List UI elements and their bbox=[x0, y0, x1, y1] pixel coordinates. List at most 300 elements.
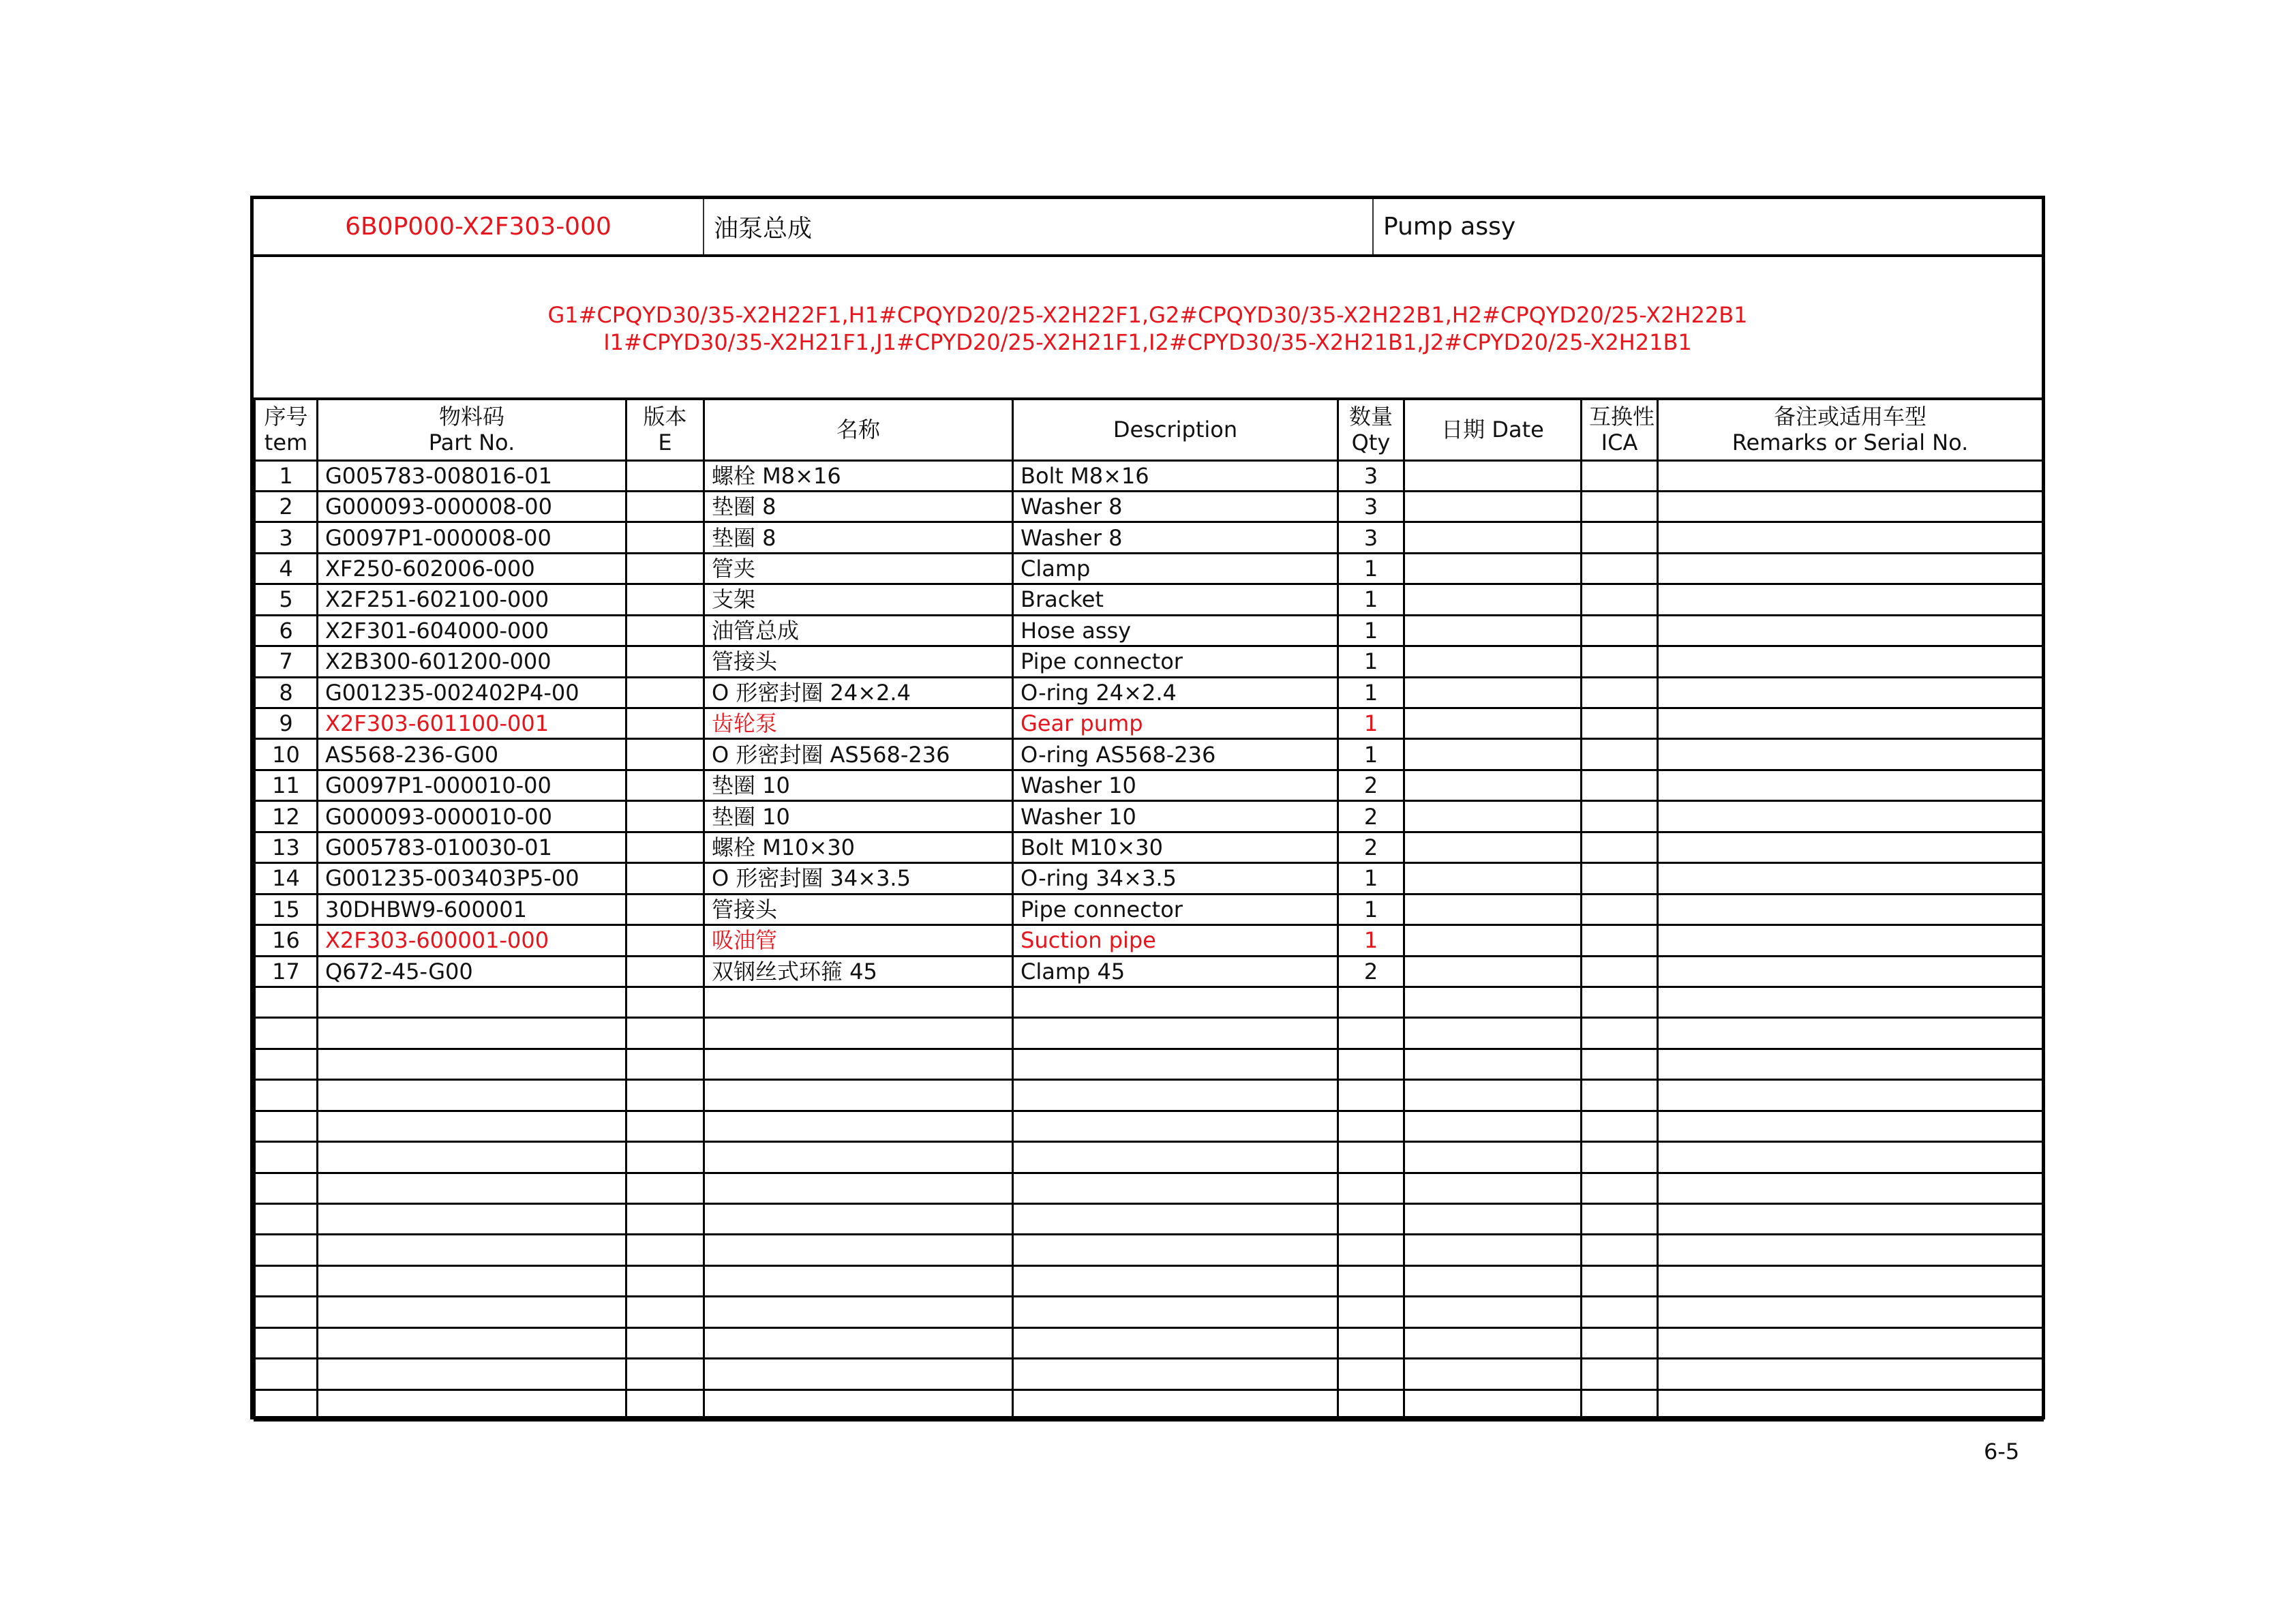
empty-cell bbox=[704, 1018, 1013, 1049]
empty-cell bbox=[626, 1297, 704, 1327]
cell-name-cn: 齿轮泵 bbox=[704, 708, 1013, 739]
cell-part-no: X2F301-604000-000 bbox=[318, 615, 626, 646]
empty-cell bbox=[255, 1111, 318, 1141]
empty-cell bbox=[318, 987, 626, 1017]
cell-qty: 1 bbox=[1338, 863, 1404, 894]
cell-date bbox=[1404, 925, 1582, 956]
empty-cell bbox=[318, 1018, 626, 1049]
empty-cell bbox=[704, 1080, 1013, 1111]
empty-table-row bbox=[255, 1265, 2043, 1296]
cell-ica bbox=[1582, 770, 1658, 800]
column-header-date: 日期 Date bbox=[1404, 399, 1582, 460]
empty-table-row bbox=[255, 1018, 2043, 1049]
cell-remarks bbox=[1658, 832, 2043, 862]
cell-qty: 1 bbox=[1338, 584, 1404, 615]
empty-cell bbox=[1582, 1297, 1658, 1327]
applicable-models-line: I1#CPYD30/35-X2H21F1,J1#CPYD20/25-X2H21F1,I2#CPYD30/35-X2H21B1,J2#CPYD20/25-X2H21B1 bbox=[603, 329, 1692, 355]
empty-cell bbox=[1404, 1111, 1582, 1141]
cell-name-cn: 螺栓 M10×30 bbox=[704, 832, 1013, 862]
empty-cell bbox=[1582, 1389, 1658, 1420]
column-header-name-cn: 名称 bbox=[704, 399, 1013, 460]
table-row bbox=[255, 832, 2043, 862]
empty-cell bbox=[255, 1265, 318, 1296]
empty-cell bbox=[1404, 1327, 1582, 1358]
empty-cell bbox=[1658, 1204, 2043, 1235]
empty-table-row bbox=[255, 1297, 2043, 1327]
empty-cell bbox=[255, 1359, 318, 1389]
empty-cell bbox=[1338, 1142, 1404, 1173]
cell-ica bbox=[1582, 801, 1658, 832]
table-row bbox=[255, 863, 2043, 894]
cell-part-no: G0097P1-000008-00 bbox=[318, 522, 626, 553]
empty-cell bbox=[1338, 1018, 1404, 1049]
empty-table-row bbox=[255, 1389, 2043, 1420]
empty-cell bbox=[318, 1327, 626, 1358]
cell-description: Bolt M10×30 bbox=[1013, 832, 1338, 862]
cell-qty: 3 bbox=[1338, 460, 1404, 491]
cell-date bbox=[1404, 553, 1582, 584]
empty-cell bbox=[1013, 1080, 1338, 1111]
cell-date bbox=[1404, 491, 1582, 522]
cell-ica bbox=[1582, 646, 1658, 677]
table-row bbox=[255, 708, 2043, 739]
cell-part-no: X2F251-602100-000 bbox=[318, 584, 626, 615]
empty-cell bbox=[1404, 1018, 1582, 1049]
empty-cell bbox=[318, 1142, 626, 1173]
empty-cell bbox=[704, 1297, 1013, 1327]
cell-item: 2 bbox=[255, 491, 318, 522]
cell-version bbox=[626, 863, 704, 894]
cell-ica bbox=[1582, 708, 1658, 739]
empty-cell bbox=[318, 1173, 626, 1203]
empty-cell bbox=[1582, 1235, 1658, 1265]
cell-ica bbox=[1582, 832, 1658, 862]
empty-cell bbox=[1404, 1173, 1582, 1203]
cell-date bbox=[1404, 863, 1582, 894]
cell-date bbox=[1404, 956, 1582, 987]
empty-cell bbox=[1013, 1327, 1338, 1358]
cell-date bbox=[1404, 646, 1582, 677]
cell-item: 16 bbox=[255, 925, 318, 956]
cell-description: Washer 10 bbox=[1013, 801, 1338, 832]
empty-cell bbox=[1658, 1327, 2043, 1358]
cell-description: Washer 8 bbox=[1013, 522, 1338, 553]
cell-qty: 1 bbox=[1338, 646, 1404, 677]
cell-ica bbox=[1582, 460, 1658, 491]
cell-remarks bbox=[1658, 894, 2043, 924]
empty-cell bbox=[255, 1018, 318, 1049]
empty-cell bbox=[255, 1389, 318, 1420]
empty-cell bbox=[318, 1235, 626, 1265]
table-row bbox=[255, 739, 2043, 770]
empty-cell bbox=[1404, 1297, 1582, 1327]
empty-cell bbox=[1338, 1049, 1404, 1079]
empty-cell bbox=[255, 1173, 318, 1203]
empty-cell bbox=[318, 1297, 626, 1327]
cell-description: Washer 10 bbox=[1013, 770, 1338, 800]
column-header-qty: 数量 Qty bbox=[1338, 399, 1404, 460]
cell-description: Washer 8 bbox=[1013, 491, 1338, 522]
cell-remarks bbox=[1658, 863, 2043, 894]
empty-table-row bbox=[255, 1235, 2043, 1265]
cell-version bbox=[626, 584, 704, 615]
cell-part-no: G001235-003403P5-00 bbox=[318, 863, 626, 894]
cell-version bbox=[626, 739, 704, 770]
cell-part-no: G000093-000008-00 bbox=[318, 491, 626, 522]
cell-ica bbox=[1582, 553, 1658, 584]
empty-cell bbox=[1013, 1018, 1338, 1049]
empty-cell bbox=[1404, 1359, 1582, 1389]
cell-date bbox=[1404, 801, 1582, 832]
table-row bbox=[255, 553, 2043, 584]
page-number: 6-5 bbox=[1984, 1439, 2020, 1464]
empty-cell bbox=[1404, 987, 1582, 1017]
cell-part-no: AS568-236-G00 bbox=[318, 739, 626, 770]
cell-qty: 1 bbox=[1338, 677, 1404, 708]
cell-date bbox=[1404, 460, 1582, 491]
empty-cell bbox=[626, 1389, 704, 1420]
empty-cell bbox=[1338, 1080, 1404, 1111]
empty-cell bbox=[1658, 987, 2043, 1017]
empty-cell bbox=[1404, 1204, 1582, 1235]
empty-cell bbox=[1658, 1359, 2043, 1389]
empty-table-row bbox=[255, 1142, 2043, 1173]
cell-qty: 3 bbox=[1338, 491, 1404, 522]
empty-cell bbox=[1013, 1389, 1338, 1420]
cell-ica bbox=[1582, 584, 1658, 615]
cell-part-no: G001235-002402P4-00 bbox=[318, 677, 626, 708]
empty-cell bbox=[1013, 1235, 1338, 1265]
empty-cell bbox=[255, 1049, 318, 1079]
empty-cell bbox=[1582, 1111, 1658, 1141]
empty-cell bbox=[1658, 1049, 2043, 1079]
empty-cell bbox=[704, 1235, 1013, 1265]
cell-date bbox=[1404, 584, 1582, 615]
cell-item: 12 bbox=[255, 801, 318, 832]
empty-cell bbox=[1582, 1173, 1658, 1203]
empty-cell bbox=[704, 1265, 1013, 1296]
cell-remarks bbox=[1658, 925, 2043, 956]
cell-name-cn: O 形密封圈 AS568-236 bbox=[704, 739, 1013, 770]
cell-qty: 1 bbox=[1338, 553, 1404, 584]
cell-qty: 1 bbox=[1338, 739, 1404, 770]
cell-part-no: G0097P1-000010-00 bbox=[318, 770, 626, 800]
empty-table-row bbox=[255, 1359, 2043, 1389]
cell-description: Hose assy bbox=[1013, 615, 1338, 646]
empty-cell bbox=[704, 1173, 1013, 1203]
empty-cell bbox=[1658, 1142, 2043, 1173]
cell-ica bbox=[1582, 894, 1658, 924]
column-header-part-no: 物料码 Part No. bbox=[318, 399, 626, 460]
assembly-title-row bbox=[254, 199, 2042, 257]
empty-cell bbox=[1582, 1049, 1658, 1079]
empty-cell bbox=[1338, 987, 1404, 1017]
cell-description: Bracket bbox=[1013, 584, 1338, 615]
empty-cell bbox=[704, 1359, 1013, 1389]
cell-part-no: X2F303-601100-001 bbox=[318, 708, 626, 739]
empty-cell bbox=[1338, 1327, 1404, 1358]
empty-cell bbox=[1658, 1297, 2043, 1327]
cell-version bbox=[626, 491, 704, 522]
empty-cell bbox=[318, 1204, 626, 1235]
table-row bbox=[255, 770, 2043, 800]
cell-ica bbox=[1582, 491, 1658, 522]
cell-remarks bbox=[1658, 956, 2043, 987]
cell-item: 8 bbox=[255, 677, 318, 708]
cell-description: Pipe connector bbox=[1013, 646, 1338, 677]
applicable-models-line: G1#CPQYD30/35-X2H22F1,H1#CPQYD20/25-X2H22F1,G2#CPQYD30/35-X2H22B1,H2#CPQYD20/25-X2H22B1 bbox=[547, 302, 1748, 328]
table-row bbox=[255, 894, 2043, 924]
table-row bbox=[255, 956, 2043, 987]
empty-cell bbox=[318, 1389, 626, 1420]
cell-version bbox=[626, 832, 704, 862]
empty-cell bbox=[704, 1111, 1013, 1141]
empty-cell bbox=[704, 987, 1013, 1017]
cell-remarks bbox=[1658, 739, 2043, 770]
empty-cell bbox=[1404, 1265, 1582, 1296]
cell-item: 9 bbox=[255, 708, 318, 739]
cell-remarks bbox=[1658, 677, 2043, 708]
cell-name-cn: 油管总成 bbox=[704, 615, 1013, 646]
empty-cell bbox=[1013, 1111, 1338, 1141]
empty-cell bbox=[1338, 1111, 1404, 1141]
empty-cell bbox=[1582, 987, 1658, 1017]
empty-cell bbox=[1338, 1359, 1404, 1389]
column-header-description: Description bbox=[1013, 399, 1338, 460]
empty-cell bbox=[704, 1204, 1013, 1235]
empty-cell bbox=[1404, 1049, 1582, 1079]
table-row bbox=[255, 677, 2043, 708]
cell-description: Suction pipe bbox=[1013, 925, 1338, 956]
cell-name-cn: O 形密封圈 34×3.5 bbox=[704, 863, 1013, 894]
cell-remarks bbox=[1658, 522, 2043, 553]
empty-cell bbox=[626, 1142, 704, 1173]
cell-remarks bbox=[1658, 491, 2043, 522]
empty-table-row bbox=[255, 1080, 2043, 1111]
empty-cell bbox=[704, 1049, 1013, 1079]
cell-name-cn: 螺栓 M8×16 bbox=[704, 460, 1013, 491]
empty-table-row bbox=[255, 1327, 2043, 1358]
cell-version bbox=[626, 925, 704, 956]
column-header-version: 版本 E bbox=[626, 399, 704, 460]
empty-cell bbox=[318, 1080, 626, 1111]
applicable-models bbox=[254, 260, 2042, 397]
cell-version bbox=[626, 708, 704, 739]
empty-cell bbox=[1404, 1235, 1582, 1265]
empty-cell bbox=[626, 1018, 704, 1049]
cell-qty: 1 bbox=[1338, 894, 1404, 924]
cell-item: 6 bbox=[255, 615, 318, 646]
table-row bbox=[255, 646, 2043, 677]
empty-cell bbox=[1582, 1204, 1658, 1235]
cell-name-cn: 管接头 bbox=[704, 646, 1013, 677]
empty-table-row bbox=[255, 1204, 2043, 1235]
cell-part-no: X2B300-601200-000 bbox=[318, 646, 626, 677]
cell-part-no: 30DHBW9-600001 bbox=[318, 894, 626, 924]
cell-ica bbox=[1582, 863, 1658, 894]
empty-table-row bbox=[255, 1173, 2043, 1203]
cell-name-cn: 垫圈 8 bbox=[704, 522, 1013, 553]
cell-qty: 2 bbox=[1338, 832, 1404, 862]
empty-cell bbox=[626, 1265, 704, 1296]
empty-cell bbox=[704, 1327, 1013, 1358]
empty-cell bbox=[626, 1359, 704, 1389]
cell-description: Gear pump bbox=[1013, 708, 1338, 739]
empty-cell bbox=[1338, 1265, 1404, 1296]
cell-remarks bbox=[1658, 801, 2043, 832]
cell-name-cn: 管接头 bbox=[704, 894, 1013, 924]
cell-qty: 2 bbox=[1338, 956, 1404, 987]
empty-cell bbox=[626, 1204, 704, 1235]
column-header-item: 序号 tem bbox=[255, 399, 318, 460]
cell-name-cn: 双钢丝式环箍 45 bbox=[704, 956, 1013, 987]
cell-item: 5 bbox=[255, 584, 318, 615]
cell-description: Pipe connector bbox=[1013, 894, 1338, 924]
cell-name-cn: 垫圈 10 bbox=[704, 770, 1013, 800]
empty-cell bbox=[626, 1080, 704, 1111]
cell-remarks bbox=[1658, 646, 2043, 677]
cell-description: Clamp bbox=[1013, 553, 1338, 584]
cell-ica bbox=[1582, 522, 1658, 553]
empty-cell bbox=[1338, 1297, 1404, 1327]
empty-cell bbox=[626, 987, 704, 1017]
cell-part-no: G000093-000010-00 bbox=[318, 801, 626, 832]
cell-qty: 2 bbox=[1338, 801, 1404, 832]
cell-version bbox=[626, 956, 704, 987]
cell-item: 3 bbox=[255, 522, 318, 553]
table-row bbox=[255, 801, 2043, 832]
empty-cell bbox=[626, 1049, 704, 1079]
parts-table bbox=[254, 397, 2044, 1422]
cell-qty: 1 bbox=[1338, 925, 1404, 956]
cell-item: 14 bbox=[255, 863, 318, 894]
empty-cell bbox=[1658, 1111, 2043, 1141]
cell-date bbox=[1404, 894, 1582, 924]
cell-date bbox=[1404, 739, 1582, 770]
empty-cell bbox=[1658, 1080, 2043, 1111]
empty-cell bbox=[626, 1111, 704, 1141]
cell-item: 1 bbox=[255, 460, 318, 491]
empty-cell bbox=[1582, 1018, 1658, 1049]
empty-cell bbox=[255, 1080, 318, 1111]
cell-ica bbox=[1582, 956, 1658, 987]
empty-cell bbox=[1013, 1204, 1338, 1235]
parts-table-body bbox=[255, 460, 2043, 1421]
assembly-part-code: 6B0P000-X2F303-000 bbox=[345, 213, 611, 241]
empty-cell bbox=[1013, 1359, 1338, 1389]
cell-description: Bolt M8×16 bbox=[1013, 460, 1338, 491]
cell-name-cn: 吸油管 bbox=[704, 925, 1013, 956]
assembly-name-en: Pump assy bbox=[1372, 199, 2042, 254]
empty-cell bbox=[1658, 1018, 2043, 1049]
cell-name-cn: 管夹 bbox=[704, 553, 1013, 584]
empty-cell bbox=[1013, 1297, 1338, 1327]
cell-part-no: Q672-45-G00 bbox=[318, 956, 626, 987]
cell-part-no: XF250-602006-000 bbox=[318, 553, 626, 584]
cell-remarks bbox=[1658, 615, 2043, 646]
cell-ica bbox=[1582, 925, 1658, 956]
empty-cell bbox=[1404, 1142, 1582, 1173]
empty-cell bbox=[1582, 1080, 1658, 1111]
empty-cell bbox=[1404, 1080, 1582, 1111]
cell-part-no: G005783-010030-01 bbox=[318, 832, 626, 862]
cell-description: Clamp 45 bbox=[1013, 956, 1338, 987]
cell-remarks bbox=[1658, 553, 2043, 584]
cell-version bbox=[626, 770, 704, 800]
empty-cell bbox=[255, 1297, 318, 1327]
cell-remarks bbox=[1658, 584, 2043, 615]
cell-date bbox=[1404, 708, 1582, 739]
empty-table-row bbox=[255, 1111, 2043, 1141]
empty-cell bbox=[318, 1111, 626, 1141]
cell-date bbox=[1404, 677, 1582, 708]
empty-cell bbox=[1582, 1327, 1658, 1358]
empty-cell bbox=[704, 1389, 1013, 1420]
cell-remarks bbox=[1658, 460, 2043, 491]
cell-version bbox=[626, 801, 704, 832]
cell-qty: 1 bbox=[1338, 615, 1404, 646]
empty-cell bbox=[1338, 1173, 1404, 1203]
empty-cell bbox=[1013, 1265, 1338, 1296]
cell-description: O-ring 24×2.4 bbox=[1013, 677, 1338, 708]
column-header-remarks: 备注或适用车型 Remarks or Serial No. bbox=[1658, 399, 2043, 460]
empty-cell bbox=[1013, 1173, 1338, 1203]
empty-table-row bbox=[255, 1049, 2043, 1079]
cell-version bbox=[626, 894, 704, 924]
cell-item: 15 bbox=[255, 894, 318, 924]
empty-cell bbox=[1013, 1142, 1338, 1173]
table-row bbox=[255, 615, 2043, 646]
empty-cell bbox=[1404, 1389, 1582, 1420]
cell-ica bbox=[1582, 615, 1658, 646]
table-row bbox=[255, 522, 2043, 553]
empty-cell bbox=[626, 1173, 704, 1203]
table-row bbox=[255, 491, 2043, 522]
empty-cell bbox=[1338, 1204, 1404, 1235]
empty-cell bbox=[255, 987, 318, 1017]
cell-qty: 1 bbox=[1338, 708, 1404, 739]
cell-version bbox=[626, 460, 704, 491]
cell-part-no: G005783-008016-01 bbox=[318, 460, 626, 491]
empty-cell bbox=[1013, 1049, 1338, 1079]
empty-cell bbox=[1658, 1235, 2043, 1265]
cell-item: 13 bbox=[255, 832, 318, 862]
table-row bbox=[255, 584, 2043, 615]
empty-cell bbox=[255, 1142, 318, 1173]
cell-date bbox=[1404, 832, 1582, 862]
empty-cell bbox=[318, 1359, 626, 1389]
cell-name-cn: 支架 bbox=[704, 584, 1013, 615]
empty-cell bbox=[1582, 1142, 1658, 1173]
cell-version bbox=[626, 677, 704, 708]
empty-cell bbox=[255, 1235, 318, 1265]
cell-item: 7 bbox=[255, 646, 318, 677]
cell-name-cn: 垫圈 8 bbox=[704, 491, 1013, 522]
cell-qty: 3 bbox=[1338, 522, 1404, 553]
cell-date bbox=[1404, 615, 1582, 646]
empty-cell bbox=[1582, 1265, 1658, 1296]
cell-ica bbox=[1582, 677, 1658, 708]
cell-remarks bbox=[1658, 770, 2043, 800]
empty-cell bbox=[1658, 1265, 2043, 1296]
cell-description: O-ring 34×3.5 bbox=[1013, 863, 1338, 894]
empty-cell bbox=[1582, 1359, 1658, 1389]
empty-cell bbox=[1338, 1389, 1404, 1420]
cell-remarks bbox=[1658, 708, 2043, 739]
cell-item: 11 bbox=[255, 770, 318, 800]
empty-cell bbox=[1658, 1173, 2043, 1203]
empty-cell bbox=[255, 1204, 318, 1235]
